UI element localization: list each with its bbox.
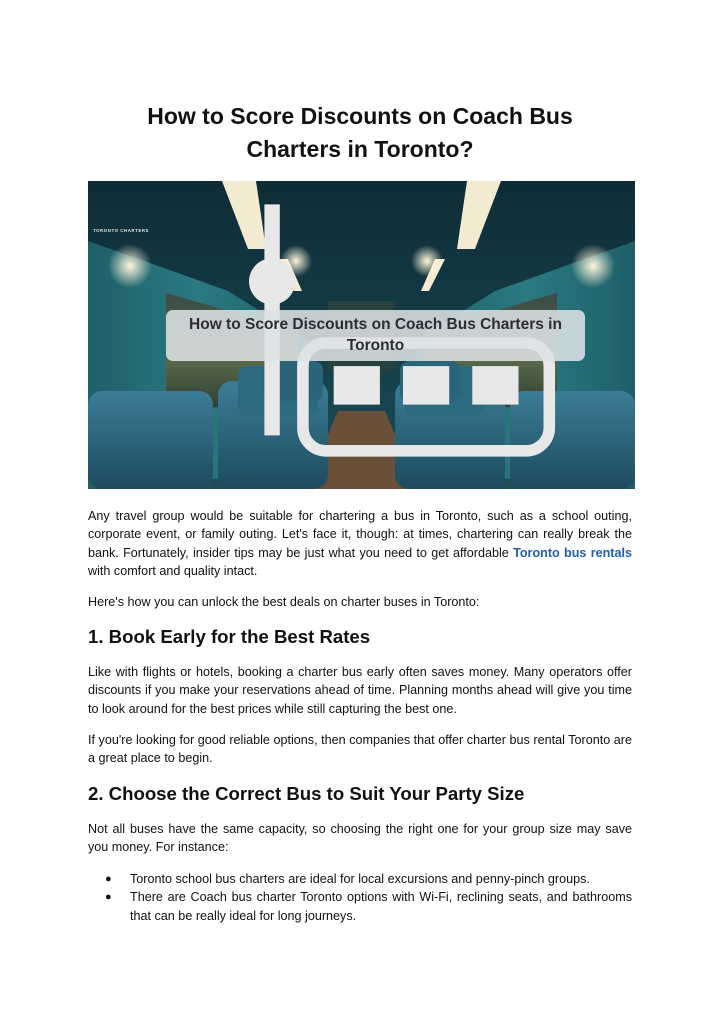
intro-paragraph (88, 507, 632, 581)
list-item-text: Toronto school bus charters are ideal for local excursions and penny-pinch groups. (130, 872, 590, 886)
list-item (88, 888, 632, 925)
lead-paragraph: Here's how you can unlock the best deals on charter buses in Toronto: (88, 595, 480, 609)
hero-banner (166, 310, 585, 361)
intro-text-before: Any travel group would be suitable for chartering a bus in Toronto, such as a school outing, corporate event, or family outing. Let's face it, though: at times, chartering can really break the bank. Fortunately, insider tips may be just what you need to get affordable (88, 509, 632, 560)
article-title-line-1: How to Score Discounts on Coach Bus (147, 103, 573, 129)
section-1-paragraph-2: If you're looking for good reliable options, then companies that offer charter bus rental Toronto are a great place to begin. (88, 733, 632, 766)
article-title-line-2: Charters in Toronto? (246, 136, 474, 162)
toronto-charters-logo (91, 189, 147, 233)
section-2-heading: 2. Choose the Correct Bus to Suit Your Party Size (88, 783, 525, 804)
toronto-bus-rentals-link[interactable]: Toronto bus rentals (513, 545, 633, 560)
intro-text-after: with comfort and quality intact. (88, 564, 258, 579)
hero-image (88, 181, 635, 489)
article-title (88, 100, 632, 166)
section-2-paragraph-1: Not all buses have the same capacity, so choosing the right one for your group size may save you money. For instance: (88, 822, 632, 855)
section-1-heading: 1. Book Early for the Best Rates (88, 626, 371, 647)
list-item-text: There are Coach bus charter Toronto options with Wi-Fi, reclining seats, and bathrooms that can be really ideal for long journeys. (130, 890, 632, 923)
bullet-icon: ● (105, 873, 112, 885)
list-item (88, 870, 632, 888)
logo-text: TORONTO CHARTERS (93, 228, 149, 233)
hero-banner-line-2: Toronto (346, 337, 405, 354)
section-1-paragraph-1: Like with flights or hotels, booking a charter bus early often saves money. Many operators offer discounts if you make your reservations ahead of time. Planning months ahead will give you time to look around for the best prices while still capturing the best one. (88, 665, 632, 716)
hero-banner-line-1: How to Score Discounts on Coach Bus Charters in (189, 316, 562, 333)
bullet-icon: ● (105, 891, 112, 904)
section-2-bullet-list (88, 870, 632, 925)
